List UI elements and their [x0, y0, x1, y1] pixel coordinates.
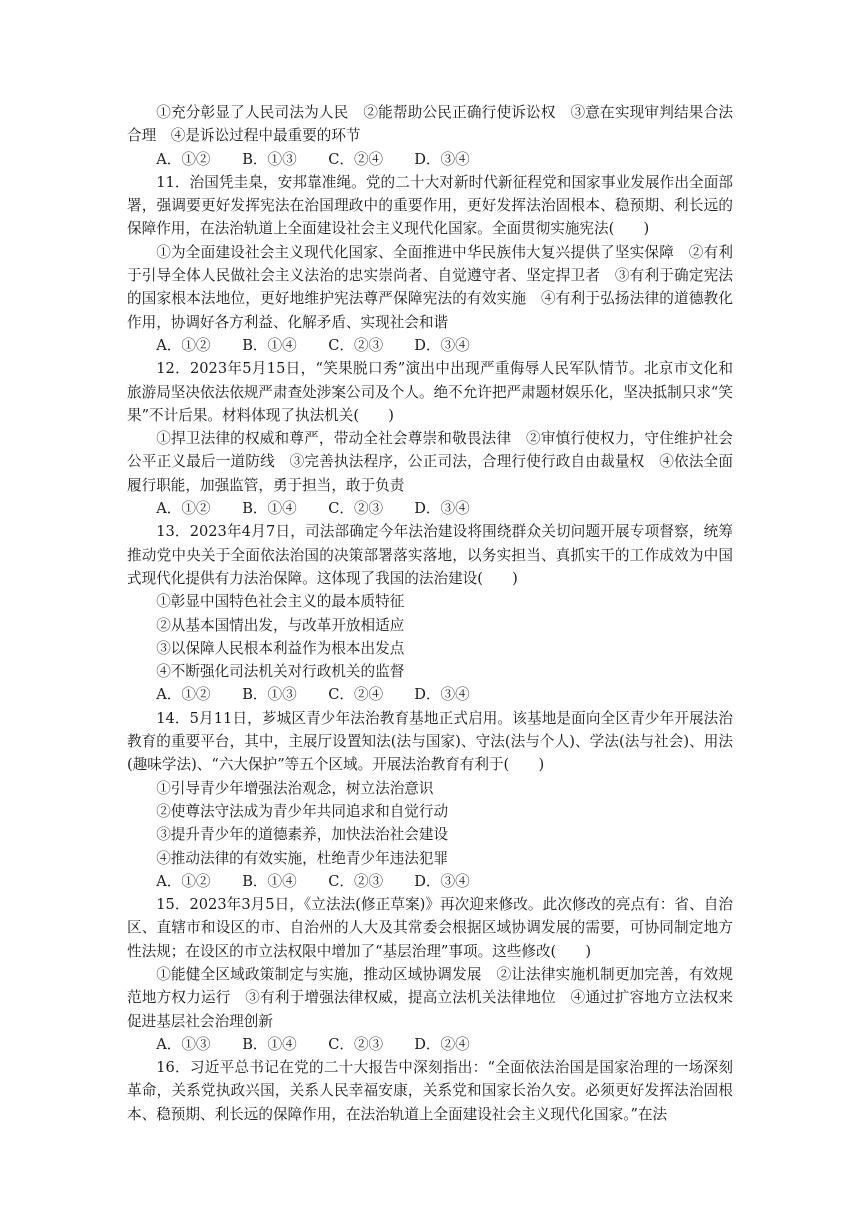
option-statement: ②从基本国情出发，与改革开放相适应 — [156, 616, 405, 634]
answer-choice: A．①② — [156, 872, 211, 890]
answer-choice: A．①② — [156, 150, 211, 168]
answer-choice: D．③④ — [414, 150, 470, 168]
paragraph: 13．2023年4月7日，司法部确定今年法治建设将围绕群众关切问题开展专项督察，统筹推动党中央关于全面依法治国的决策部署落实落地，以务实担当、真抓实干的工作成效为中国式现代化提供有力法治保障。这体现了我国的法治建设( ) — [127, 523, 733, 587]
answer-choices — [127, 334, 733, 357]
answer-choices — [127, 683, 733, 706]
answer-choice: B．①③ — [242, 150, 297, 168]
answer-choice: C．②④ — [328, 150, 384, 168]
answer-choice: A．①② — [156, 500, 211, 518]
paragraph: 12．2023年5月15日，“笑果脱口秀”演出中出现严重侮辱人民军队情节。北京市文化和旅游局坚决依法依规严肃查处涉案公司及个人。绝不允许把严肃题材娱乐化，坚决抵制只求“笑果”不计后果。材料体现了执法机关( ) — [127, 360, 733, 424]
answer-choices — [127, 497, 733, 520]
option-statement: ③提升青少年的道德素养，加快法治社会建设 — [156, 826, 449, 844]
answer-choice: D．③④ — [414, 872, 470, 890]
answer-choice: C．②③ — [328, 1035, 384, 1053]
answer-choices — [127, 1033, 733, 1056]
answer-choice: B．①④ — [242, 872, 297, 890]
paragraph: 14．5月11日，芗城区青少年法治教育基地正式启用。该基地是面向全区青少年开展法治教育的重要平台，其中，主展厅设置知法(法与国家)、守法(法与个人)、学法(法与社会)、用法(趣味学法)、“六大保护”等五个区域。开展法治教育有利于( ) — [127, 709, 733, 774]
answer-choice: B．①④ — [242, 500, 297, 518]
option-statement: ①彰显中国特色社会主义的最本质特征 — [156, 593, 405, 611]
answer-choice: D．③④ — [414, 500, 470, 518]
option-statement: ③以保障人民根本利益作为根本出发点 — [156, 639, 405, 657]
paragraph: ①能健全区域政策制定与实施，推动区域协调发展 ②让法律实施机制更加完善，有效规范地方权力运行 ③有利于增强法律权威，提高立法机关法律地位 ④通过扩容地方立法权来促进基层社会治理创新 — [127, 965, 733, 1030]
paragraph: 15．2023年3月5日，《立法法(修正草案)》再次迎来修改。此次修改的亮点有：省、自治区、直辖市和设区的市、自治州的人大及其常委会根据区域协调发展的需要，可协同制定地方性法规；在设区的市立法权限中增加了“基层治理”事项。这些修改( ) — [127, 896, 733, 960]
option-statement: ②使尊法守法成为青少年共同追求和自觉行动 — [156, 802, 449, 820]
paragraph: 11．治国凭圭臬，安邦靠准绳。党的二十大对新时代新征程党和国家事业发展作出全面部署，强调要更好发挥宪法在治国理政中的重要作用，更好发挥法治固根本、稳预期、利长远的保障作用，在法治轨道上全面建设社会主义现代化国家。全面贯彻实施宪法( ) — [127, 173, 733, 238]
option-statement: ④推动法律的有效实施，杜绝青少年违法犯罪 — [156, 849, 449, 867]
answer-choice: B．①④ — [242, 1035, 297, 1053]
paragraph: ①充分彰显了人民司法为人民 ②能帮助公民正确行使诉讼权 ③意在实现审判结果合法合理 ④是诉讼过程中最重要的环节 — [127, 104, 733, 145]
option-statement: ①引导青少年增强法治观念，树立法治意识 — [156, 779, 434, 797]
answer-choice: C．②④ — [328, 686, 384, 704]
answer-choices — [127, 148, 733, 171]
paragraph: ①为全面建设社会主义现代化国家、全面推进中华民族伟大复兴提供了坚实保障 ②有利于引导全体人民做社会主义法治的忠实崇尚者、自觉遵守者、坚定捍卫者 ③有利于确定宪法的国家根本法地位，更好地维护宪法尊严保障宪法的有效实施 ④有利于弘扬法律的道德教化作用，协调好各方利益、化解矛盾、实现社会和谐 — [127, 243, 733, 331]
answer-choice: A．①② — [156, 336, 211, 354]
option-statement: ④不断强化司法机关对行政机关的监督 — [156, 663, 405, 681]
answer-choice: A．①② — [156, 686, 211, 704]
answer-choice: C．②③ — [328, 872, 384, 890]
answer-choice: C．②③ — [328, 500, 384, 518]
question-text-body — [127, 101, 733, 1126]
answer-choices — [127, 870, 733, 893]
answer-choice: D．②④ — [414, 1035, 470, 1053]
answer-choice: B．①④ — [242, 336, 297, 354]
answer-choice: A．①③ — [156, 1035, 211, 1053]
paragraph: ①捍卫法律的权威和尊严，带动全社会尊崇和敬畏法律 ②审慎行使权力，守住维护社会公平正义最后一道防线 ③完善执法程序，公正司法，合理行使行政自由裁量权 ④依法全面履行职能，加强监管，勇于担当，敢于负责 — [127, 430, 733, 494]
answer-choice: B．①③ — [242, 686, 297, 704]
answer-choice: D．③④ — [414, 686, 470, 704]
paragraph: 16．习近平总书记在党的二十大报告中深刻指出：“全面依法治国是国家治理的一场深刻革命，关系党执政兴国，关系人民幸福安康，关系党和国家长治久安。必须更好发挥法治固根本、稳预期、利长远的保障作用，在法治轨道上全面建设社会主义现代化国家。”在法 — [127, 1059, 733, 1123]
answer-choice: D．③④ — [414, 336, 470, 354]
answer-choice: C．②③ — [328, 336, 384, 354]
